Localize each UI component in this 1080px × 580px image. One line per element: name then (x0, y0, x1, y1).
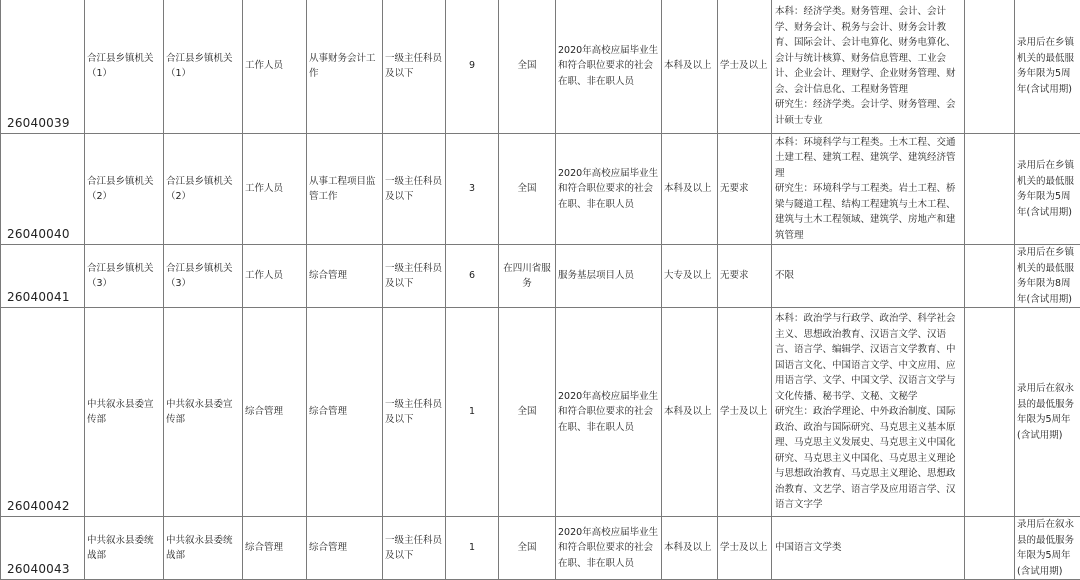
major-requirement: 本科：环境科学与工程类。土木工程、交通土建工程、建筑工程、建筑学、建筑经济管理 研究生：环境科学与工程类。岩土工程、桥梁与隧道工程、结构工程建筑与土木工程、建筑与土木工程领域、建筑学、房地产和建筑管理 (772, 134, 965, 245)
major-requirement: 本科：经济学类。财务管理、会计、会计学、财务会计、税务与会计、财务会计教育、国际会计、会计电算化、财务电算化、会计与统计核算、财务信息管理、工业会计、企业会计、理财学、企业财务管理、财会、会计信息化、工程财务管理 研究生：经济学类。会计学、财务管理、会计硕士专业 (772, 0, 965, 134)
degree-requirement: 无要求 (718, 245, 772, 308)
department-name: 中共叙永县委统战部 (85, 517, 164, 580)
recruit-count: 1 (446, 517, 499, 580)
degree-requirement: 无要求 (718, 134, 772, 245)
recruit-count: 6 (446, 245, 499, 308)
department-name: 合江县乡镇机关（3） (85, 245, 164, 308)
recruit-target: 2020年高校应届毕业生和符合职位要求的社会在职、非在职人员 (556, 0, 662, 134)
job-duty: 综合管理 (307, 308, 383, 517)
recruit-target: 2020年高校应届毕业生和符合职位要求的社会在职、非在职人员 (556, 517, 662, 580)
employer-unit: 合江县乡镇机关（1） (164, 0, 243, 134)
other-requirement (965, 134, 1015, 245)
other-requirement (965, 308, 1015, 517)
table-row (1, 0, 1080, 134)
degree-requirement: 学士及以上 (718, 0, 772, 134)
position-type: 综合管理 (243, 308, 307, 517)
education-requirement: 本科及以上 (662, 134, 718, 245)
major-requirement: 不限 (772, 245, 965, 308)
position-level: 一级主任科员及以下 (383, 517, 446, 580)
remarks: 录用后在乡镇机关的最低服务年限为5周年(含试用期) (1015, 0, 1080, 134)
recruit-target: 2020年高校应届毕业生和符合职位要求的社会在职、非在职人员 (556, 134, 662, 245)
position-type: 工作人员 (243, 134, 307, 245)
position-code: 26040042 (1, 308, 85, 517)
table-row (1, 245, 1080, 308)
remarks: 录用后在乡镇机关的最低服务年限为5周年(含试用期) (1015, 134, 1080, 245)
table-row (1, 134, 1080, 245)
recruit-count: 1 (446, 308, 499, 517)
education-requirement: 本科及以上 (662, 308, 718, 517)
position-type: 综合管理 (243, 517, 307, 580)
other-requirement (965, 0, 1015, 134)
position-level: 一级主任科员及以下 (383, 245, 446, 308)
position-code: 26040043 (1, 517, 85, 580)
recruit-count: 3 (446, 134, 499, 245)
recruit-target: 服务基层项目人员 (556, 245, 662, 308)
employer-unit: 合江县乡镇机关（2） (164, 134, 243, 245)
job-duty: 从事工程项目监管工作 (307, 134, 383, 245)
recruit-range: 全国 (499, 0, 556, 134)
position-type: 工作人员 (243, 245, 307, 308)
position-level: 一级主任科员及以下 (383, 0, 446, 134)
position-code: 26040040 (1, 134, 85, 245)
employer-unit: 中共叙永县委宣传部 (164, 308, 243, 517)
major-requirement: 中国语言文学类 (772, 517, 965, 580)
recruit-range: 全国 (499, 517, 556, 580)
job-duty: 综合管理 (307, 517, 383, 580)
education-requirement: 大专及以上 (662, 245, 718, 308)
department-name: 合江县乡镇机关（1） (85, 0, 164, 134)
recruit-count: 9 (446, 0, 499, 134)
position-type: 工作人员 (243, 0, 307, 134)
job-duty: 从事财务会计工作 (307, 0, 383, 134)
other-requirement (965, 245, 1015, 308)
education-requirement: 本科及以上 (662, 517, 718, 580)
employer-unit: 中共叙永县委统战部 (164, 517, 243, 580)
table-row (1, 308, 1080, 517)
recruit-range: 全国 (499, 308, 556, 517)
remarks: 录用后在乡镇机关的最低服务年限为8周年(含试用期) (1015, 245, 1080, 308)
table-row (1, 517, 1080, 580)
department-name: 合江县乡镇机关（2） (85, 134, 164, 245)
recruit-target: 2020年高校应届毕业生和符合职位要求的社会在职、非在职人员 (556, 308, 662, 517)
recruit-range: 全国 (499, 134, 556, 245)
education-requirement: 本科及以上 (662, 0, 718, 134)
position-level: 一级主任科员及以下 (383, 308, 446, 517)
recruit-range: 在四川省服务 (499, 245, 556, 308)
other-requirement (965, 517, 1015, 580)
remarks: 录用后在叙永县的最低服务年限为5周年(含试用期) (1015, 308, 1080, 517)
major-requirement: 本科：政治学与行政学、政治学、科学社会主义、思想政治教育、汉语言文学、汉语言、语言学、编辑学、汉语言文学教育、中国语言文化、中国语言文学、中文应用、应用语言学、文学、中国文学、汉语言文学与文化传播、秘书学、文秘、文秘学 研究生：政治学理论、中外政治制度、国际政治、政治与国际研究、马克思主义基本原理、马克思主义发展史、马克思主义中国化研究、马克思主义中国化、马克思主义理论与思想政治教育、马克思主义理论、思想政治教育、文艺学、语言学及应用语言学、汉语言文字学 (772, 308, 965, 517)
position-level: 一级主任科员及以下 (383, 134, 446, 245)
department-name: 中共叙永县委宣传部 (85, 308, 164, 517)
position-code: 26040041 (1, 245, 85, 308)
position-code: 26040039 (1, 0, 85, 134)
job-duty: 综合管理 (307, 245, 383, 308)
employer-unit: 合江县乡镇机关（3） (164, 245, 243, 308)
remarks: 录用后在叙永县的最低服务年限为5周年(含试用期) (1015, 517, 1080, 580)
degree-requirement: 学士及以上 (718, 517, 772, 580)
degree-requirement: 学士及以上 (718, 308, 772, 517)
